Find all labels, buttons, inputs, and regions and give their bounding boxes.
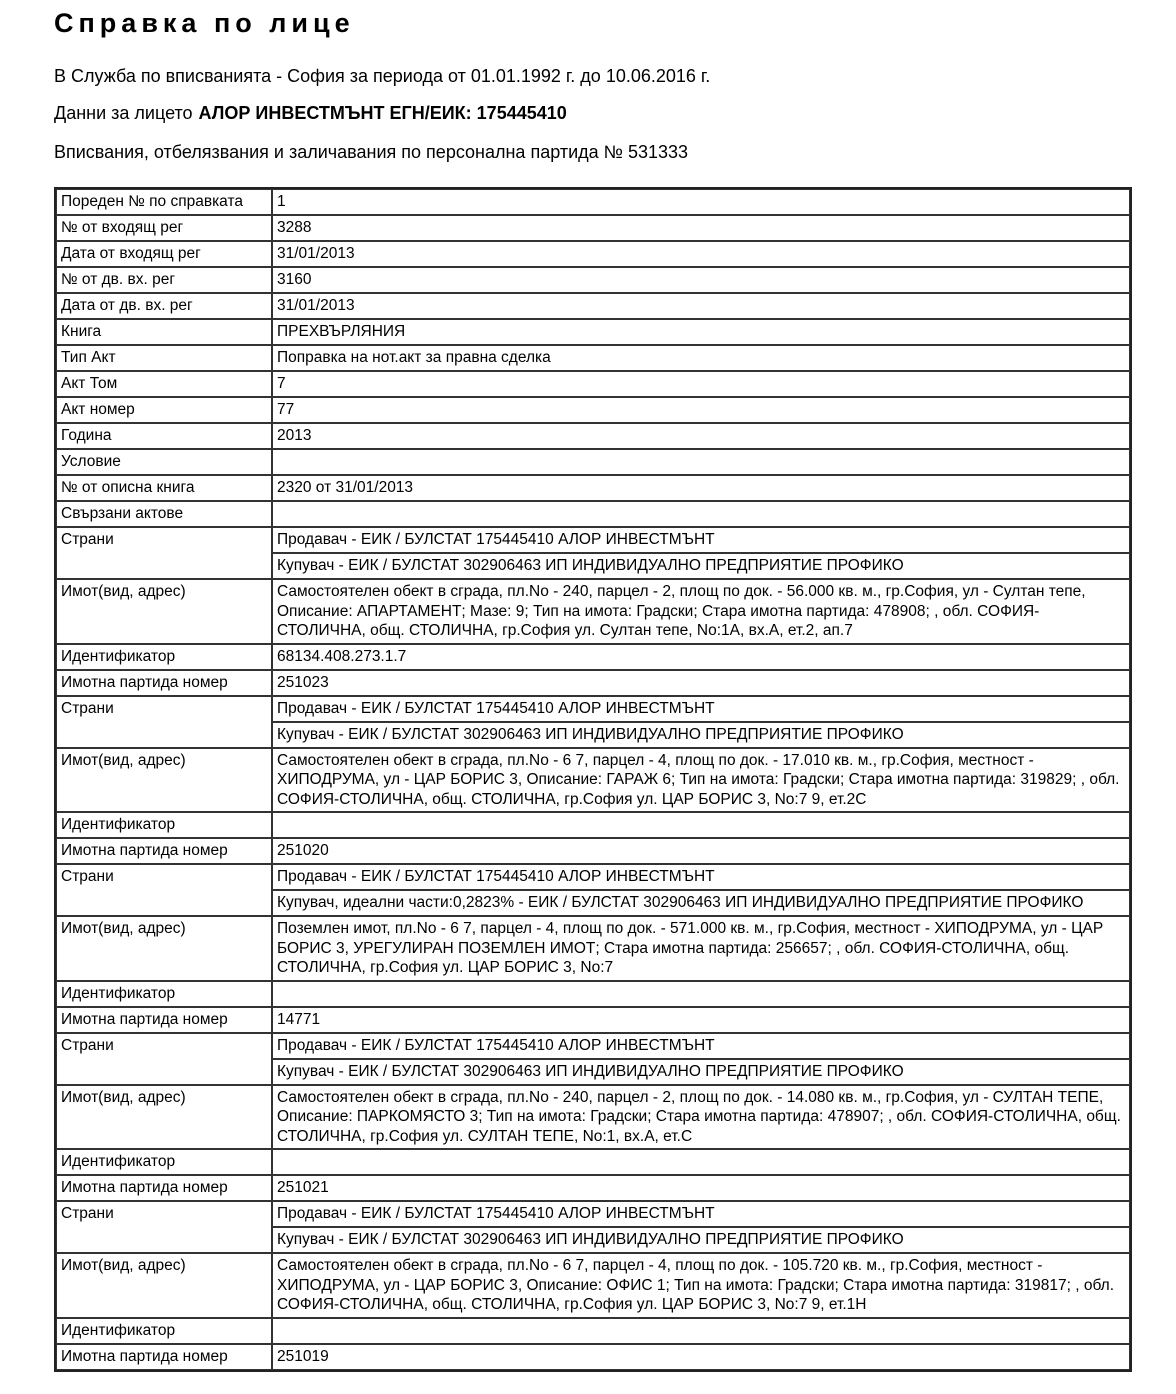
table-row	[56, 293, 1130, 319]
records-line: Вписвания, отбелязвания и заличавания по персонална партида № 531333	[54, 142, 689, 162]
row-value	[272, 501, 1130, 527]
identifier-value	[272, 981, 1130, 1007]
row-value: 7	[272, 371, 1130, 397]
table-row	[56, 501, 1130, 527]
row-label: Дата от дв. вх. рег	[56, 293, 272, 319]
party-no-label: Имотна партида номер	[56, 1175, 272, 1201]
period-line: В Служба по вписванията - София за периода от 01.01.1992 г. до 10.06.2016 г.	[54, 66, 711, 86]
table-row	[56, 449, 1130, 475]
row-value: Поправка на нот.акт за правна сделка	[272, 345, 1130, 371]
parties-row	[56, 1201, 1130, 1227]
parties-label: Страни	[56, 527, 272, 579]
party-no-row	[56, 1175, 1130, 1201]
parties-label: Страни	[56, 696, 272, 748]
row-label: Пореден № по справката	[56, 189, 272, 215]
row-value	[272, 449, 1130, 475]
property-row	[56, 748, 1130, 813]
record-table	[54, 187, 1132, 1372]
parties-label: Страни	[56, 1033, 272, 1085]
seller-value: Продавач - ЕИК / БУЛСТАТ 175445410 АЛОР ИНВЕСТМЪНТ	[272, 1201, 1130, 1227]
buyer-value: Купувач - ЕИК / БУЛСТАТ 302906463 ИП ИНДИВИДУАЛНО ПРЕДПРИЯТИЕ ПРОФИКО	[272, 722, 1130, 748]
table-row	[56, 345, 1130, 371]
identifier-label: Идентификатор	[56, 644, 272, 670]
parties-row	[56, 696, 1130, 722]
property-label: Имот(вид, адрес)	[56, 916, 272, 981]
parties-label: Страни	[56, 864, 272, 916]
property-label: Имот(вид, адрес)	[56, 748, 272, 813]
party-no-row	[56, 1344, 1130, 1370]
party-no-value: 14771	[272, 1007, 1130, 1033]
row-value: 1	[272, 189, 1130, 215]
table-row	[56, 267, 1130, 293]
seller-value: Продавач - ЕИК / БУЛСТАТ 175445410 АЛОР ИНВЕСТМЪНТ	[272, 864, 1130, 890]
row-value: 2013	[272, 423, 1130, 449]
party-no-value: 251020	[272, 838, 1130, 864]
row-label: № от описна книга	[56, 475, 272, 501]
table-row	[56, 189, 1130, 215]
identifier-row	[56, 981, 1130, 1007]
row-label: Година	[56, 423, 272, 449]
property-row	[56, 579, 1130, 644]
row-label: Свързани актове	[56, 501, 272, 527]
table-row	[56, 241, 1130, 267]
identifier-label: Идентификатор	[56, 1149, 272, 1175]
row-label: Акт Том	[56, 371, 272, 397]
party-no-row	[56, 1007, 1130, 1033]
property-value: Самостоятелен обект в сграда, пл.No - 6 7, парцел - 4, площ по док. - 105.720 кв. м., гр.София, местност - ХИПОДРУМА, ул - ЦАР БОРИС 3, Описание: ОФИС 1; Тип на имота: Градски; Стара имотна партида: 319817; , обл. СОФИЯ-СТОЛИЧНА, общ. СТОЛИЧНА, гр.София ул. ЦАР БОРИС 3, No:7 9, ет.1Н	[272, 1253, 1130, 1318]
row-value: 2320 от 31/01/2013	[272, 475, 1130, 501]
row-value: 77	[272, 397, 1130, 423]
identifier-row	[56, 1149, 1130, 1175]
row-label: Дата от входящ рег	[56, 241, 272, 267]
person-label: Данни за лицето	[54, 103, 193, 123]
identifier-value: 68134.408.273.1.7	[272, 644, 1130, 670]
parties-row	[56, 527, 1130, 553]
party-no-row	[56, 838, 1130, 864]
parties-row	[56, 1033, 1130, 1059]
identifier-value	[272, 1149, 1130, 1175]
identifier-row	[56, 1318, 1130, 1344]
party-no-label: Имотна партида номер	[56, 838, 272, 864]
buyer-value: Купувач, идеални части:0,2823% - ЕИК / БУЛСТАТ 302906463 ИП ИНДИВИДУАЛНО ПРЕДПРИЯТИЕ ПРОФИКО	[272, 890, 1130, 916]
identifier-row	[56, 812, 1130, 838]
row-label: Книга	[56, 319, 272, 345]
buyer-value: Купувач - ЕИК / БУЛСТАТ 302906463 ИП ИНДИВИДУАЛНО ПРЕДПРИЯТИЕ ПРОФИКО	[272, 553, 1130, 579]
property-row	[56, 916, 1130, 981]
parties-label: Страни	[56, 1201, 272, 1253]
party-no-label: Имотна партида номер	[56, 1344, 272, 1370]
identifier-row	[56, 644, 1130, 670]
table-row	[56, 475, 1130, 501]
seller-value: Продавач - ЕИК / БУЛСТАТ 175445410 АЛОР ИНВЕСТМЪНТ	[272, 696, 1130, 722]
row-label: № от дв. вх. рег	[56, 267, 272, 293]
party-no-value: 251023	[272, 670, 1130, 696]
buyer-value: Купувач - ЕИК / БУЛСТАТ 302906463 ИП ИНДИВИДУАЛНО ПРЕДПРИЯТИЕ ПРОФИКО	[272, 1227, 1130, 1253]
row-value: 31/01/2013	[272, 293, 1130, 319]
row-label: Акт номер	[56, 397, 272, 423]
party-no-value: 251019	[272, 1344, 1130, 1370]
party-no-label: Имотна партида номер	[56, 1007, 272, 1033]
row-value: 3288	[272, 215, 1130, 241]
person-line	[54, 103, 567, 124]
party-no-value: 251021	[272, 1175, 1130, 1201]
property-label: Имот(вид, адрес)	[56, 1085, 272, 1150]
row-label: № от входящ рег	[56, 215, 272, 241]
parties-row	[56, 864, 1130, 890]
property-value: Самостоятелен обект в сграда, пл.No - 240, парцел - 2, площ по док. - 56.000 кв. м., гр.София, ул - Султан тепе, Описание: АПАРТАМЕНТ; Мазе: 9; Тип на имота: Градски; Стара имотна партида: 478908; , обл. СОФИЯ-СТОЛИЧНА, общ. СТОЛИЧНА, гр.София ул. Султан тепе, No:1А, вх.А, ет.2, ап.7	[272, 579, 1130, 644]
table-row	[56, 371, 1130, 397]
property-value: Поземлен имот, пл.No - 6 7, парцел - 4, площ по док. - 571.000 кв. м., гр.София, местност - ХИПОДРУМА, ул - ЦАР БОРИС 3, УРЕГУЛИРАН ПОЗЕМЛЕН ИМОТ; Стара имотна партида: 256657; , обл. СОФИЯ-СТОЛИЧНА, общ. СТОЛИЧНА, гр.София ул. ЦАР БОРИС 3, No:7	[272, 916, 1130, 981]
party-no-row	[56, 670, 1130, 696]
identifier-label: Идентификатор	[56, 981, 272, 1007]
identifier-label: Идентификатор	[56, 1318, 272, 1344]
property-row	[56, 1085, 1130, 1150]
seller-value: Продавач - ЕИК / БУЛСТАТ 175445410 АЛОР ИНВЕСТМЪНТ	[272, 1033, 1130, 1059]
property-row	[56, 1253, 1130, 1318]
property-value: Самостоятелен обект в сграда, пл.No - 240, парцел - 2, площ по док. - 14.080 кв. м., гр.София, ул - СУЛТАН ТЕПЕ, Описание: ПАРКОМЯСТО 3; Тип на имота: Градски; Стара имотна партида: 478907; , обл. СОФИЯ-СТОЛИЧНА, общ. СТОЛИЧНА, гр.София ул. СУЛТАН ТЕПЕ, No:1, вх.А, ет.С	[272, 1085, 1130, 1150]
record-table-body	[56, 189, 1130, 1370]
person-value: АЛОР ИНВЕСТМЪНТ ЕГН/ЕИК: 175445410	[198, 103, 567, 123]
row-value: 31/01/2013	[272, 241, 1130, 267]
property-value: Самостоятелен обект в сграда, пл.No - 6 7, парцел - 4, площ по док. - 17.010 кв. м., гр.София, местност - ХИПОДРУМА, ул - ЦАР БОРИС 3, Описание: ГАРАЖ 6; Тип на имота: Градски; Стара имотна партида: 319829; , обл. СОФИЯ-СТОЛИЧНА, общ. СТОЛИЧНА, гр.София ул. ЦАР БОРИС 3, No:7 9, ет.2С	[272, 748, 1130, 813]
property-label: Имот(вид, адрес)	[56, 579, 272, 644]
table-row	[56, 397, 1130, 423]
identifier-value	[272, 1318, 1130, 1344]
identifier-label: Идентификатор	[56, 812, 272, 838]
page-title: Справка по лице	[54, 8, 355, 38]
seller-value: Продавач - ЕИК / БУЛСТАТ 175445410 АЛОР ИНВЕСТМЪНТ	[272, 527, 1130, 553]
table-row	[56, 215, 1130, 241]
row-value: 3160	[272, 267, 1130, 293]
party-no-label: Имотна партида номер	[56, 670, 272, 696]
identifier-value	[272, 812, 1130, 838]
property-label: Имот(вид, адрес)	[56, 1253, 272, 1318]
table-row	[56, 319, 1130, 345]
buyer-value: Купувач - ЕИК / БУЛСТАТ 302906463 ИП ИНДИВИДУАЛНО ПРЕДПРИЯТИЕ ПРОФИКО	[272, 1059, 1130, 1085]
table-row	[56, 423, 1130, 449]
row-value: ПРЕХВЪРЛЯНИЯ	[272, 319, 1130, 345]
row-label: Тип Акт	[56, 345, 272, 371]
row-label: Условие	[56, 449, 272, 475]
